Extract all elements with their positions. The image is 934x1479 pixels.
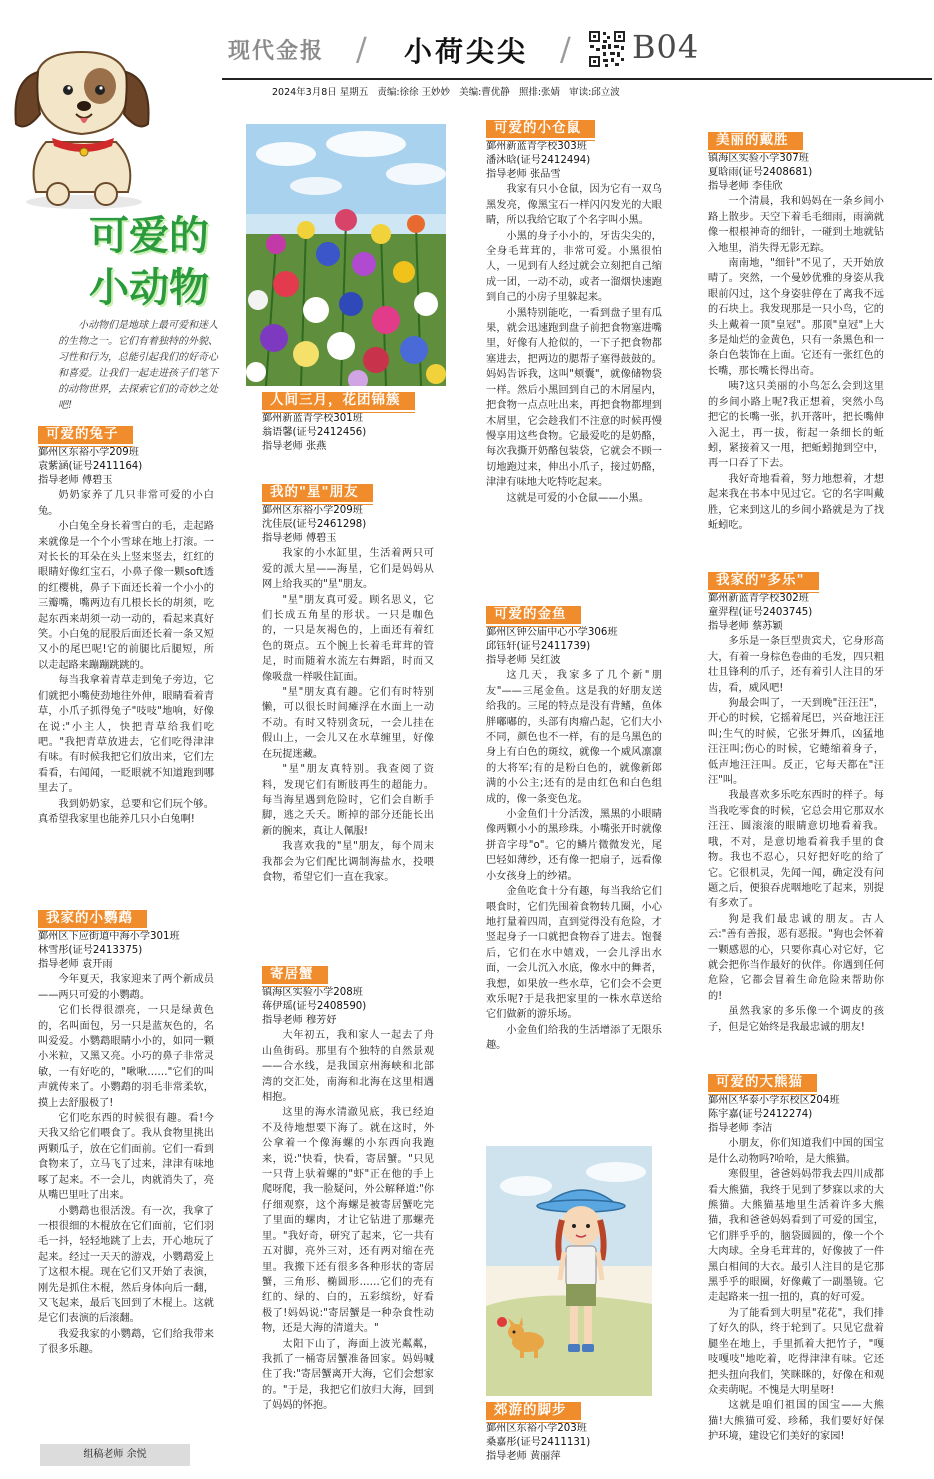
article-body [708,194,884,533]
paragraph: 小鹦鹉也很活泼。有一次，我拿了一根很细的木棍放在它们面前，它们羽毛一抖，轻轻地跳了上去，开心地玩了起来。经过一天天的游戏，小鹦鹉爱上了这根木棍。现在它们又开始了表演，刚先是抓住木棍，然后身体向后一翻，又飞起来，最后飞回到了木棍上。这就是它们表演的后滚翻。 [38,1205,214,1325]
paragraph: 寒假里，爸爸妈妈带我去四川成都看大熊猫，我终于见到了梦寐以求的大熊猫。大熊猫基地里生活着许多大熊猫，我和爸爸妈妈看到了可爱的国宝，它们胖乎乎的，脑袋圆圆的，像一个个大肉球。全身毛茸茸的，好像披了一件黑白相间的大衣。最引人注目的是它那黑乎乎的眼圈，好像戴了一副墨镜。它走起路来一扭一扭的，真的好可爱。 [708,1169,884,1304]
feature-title-line2: 小动物 [89,265,209,311]
article-title: 可爱的小仓鼠 [486,120,595,138]
article-spring-painting [262,392,434,454]
article-title: 可爱的大熊猫 [708,1074,817,1092]
dog-illustration [6,42,158,212]
article-rabbit [38,426,214,827]
article-starfish [262,484,434,885]
paragraph: "星"朋友真有趣。它们有时特别懒，可以很长时间瘫浮在水面上一动不动。有时又特别贪玩，一会儿挂在假山上，一会儿又在水草缠里，好像在玩捉迷藏。 [262,687,434,760]
article-author: 桑嘉彤(证号2411131) [486,1437,591,1449]
article-title: 可爱的金鱼 [486,606,581,624]
paragraph: 我家的小水缸里，生活着两只可爱的派大星——海星，它们是妈妈从网上给我买的"星"朋友。 [262,548,434,591]
article-school: 鄞州区华泰小学东校区204班 [708,1095,840,1107]
article-author: 陈宇嘉(证号2412274) [708,1109,813,1121]
article-author: 翁语馨(证号2412456) [262,427,367,439]
article-teacher: 指导老师 傅碧玉 [262,533,337,545]
meta-line [272,84,626,98]
article-outing [486,1402,662,1464]
masthead [228,24,698,74]
article-author: 童羿程(证号2403745) [708,607,813,619]
article-teacher: 指导老师 蔡苏颖 [708,621,783,633]
paragraph: 我到奶奶家，总要和它们玩个够。真希望我家里也能养几只小白兔啊! [38,798,214,825]
feature-title-line1: 可爱的 [89,213,209,259]
article-dog [708,572,884,1035]
paragraph: 它们吃东西的时候很有趣。看!今天我又给它们喂食了。我从食物里挑出两颗瓜子，放在它们面前。它们一看到食物来了，立马飞了过来，津津有味地啄了起来。不一会儿，肉就消失了，亮从嘴巴里吐了出来。 [38,1113,214,1202]
meta-typesetting: 照排:张婧 [518,87,561,98]
article-title: 我家的"多乐" [708,572,819,590]
article-author: 袁紫涵(证号2411164) [38,461,143,473]
article-school: 鄞州新蓝青学校302班 [708,593,809,605]
article-school: 鄞州区东裕小学209班 [38,447,139,459]
article-school: 鄞州区东裕小学203班 [486,1423,587,1435]
paragraph: 这几天，我家多了几个新"朋友"——三尾金鱼。这是我的好朋友送给我的。三尾的特点是没有背鳍，鱼体胖嘟嘟的，头部有肉瘤凸起，它们大小不同，颜色也不一样，有的是乌黑色的身上有白色的斑纹，就像一个威风凛凛的大将军;有的是粉白色的，就像新郎满的小公主;还有的是由红色和白色组成的，像一条变色龙。 [486,670,662,805]
paragraph: 小金鱼们十分活泼，黑黑的小眼睛像两颗小小的黑珍珠。小嘴张开时就像拼音字母"o"。它的鳞片微微发光，尾巴轻如薄纱，还有像一把扇子，远看像小女孩身上的纱裙。 [486,809,662,882]
article-goldfish [486,606,662,1054]
feature-title [64,210,234,314]
paragraph: 为了能看到大明星"花花"，我们排了好久的队，终于轮到了。只见它盘着腿坐在地上，手里抓着大把竹子，"嘎吱嘎吱"地吃着，吃得津津有味。它还把头扭向我们，笑眯眯的，好像在和观众卖萌呢。不愧是大明星呀! [708,1307,884,1396]
article-school: 鄞州区下应街道中海小学301班 [38,931,180,943]
article-hermit-crab [262,966,434,1414]
paragraph: 这里的海水清澈见底，我已经迫不及待地想要下海了。就在这时，外公拿着一个像海螺的小东西向我跑来，说:"快看，快看，寄居蟹。"只见一只背上驮着螺的"虾"正在他的手上爬呀爬，我一脸疑问，外公解释道:"你仔细观察，这个海螺是被寄居蟹吃完了里面的螺肉，才让它钻进了那螺壳里。"我好奇，研究了起来，它一共有五对脚，亮外三对，还有两对缩在壳里。我搬下还有很多各种形状的寄居蟹，三角形、椭圆形……它们的壳有红的、绿的、白的，五彩缤纷，好看极了!妈妈说:"寄居蟹是一种杂食性动物，还是大海的清道夫。" [262,1107,434,1335]
article-teacher: 指导老师 张燕 [262,441,327,453]
paragraph: 小朋友，你们知道我们中国的国宝是什么动物吗?哈哈，是大熊猫。 [708,1138,884,1165]
paragraph: 这就是可爱的小仓鼠——小黑。 [506,492,650,504]
article-body [262,546,434,885]
paragraph: 多乐是一条巨型贵宾犬，它身形高大，有着一身棕色卷曲的毛发，四只粗壮且锋利的爪子，还有着引人注目的牙齿，看，威风吧! [708,636,884,694]
article-title: 我家的小鹦鹉 [38,910,147,928]
paragraph: 每当我拿着青草走到兔子旁边，它们就把小嘴使劲地往外伸，眼睛看着青草，小爪子抓得兔子"吱吱"地响，好像在说:"小主人，快把青草给我们吃吧。"我把青草放进去，它们吃得津津有味。有时候我把它们放出来，它们左看看，右闻闻，一眨眼就不知道跑到哪里去了。 [38,675,214,795]
article-body [262,1028,434,1413]
article-body [486,182,662,506]
paragraph: "星"朋友真可爱。顾名思义，它们长成五角星的形状。一只是咖色的，一只是灰褐色的，上面还有着红色的斑点。五个腕上长着毛茸茸的管足，时而随着水流左右舞蹈，时而又像吸盘一样吸住缸面。 [262,594,434,683]
article-title: 美丽的戴胜 [708,132,803,150]
article-school: 鄞州新蓝青学校301班 [262,413,363,425]
article-teacher: 指导老师 李洁 [708,1123,773,1135]
divider-slash: / [560,30,571,68]
article-body [708,1136,884,1444]
article-hoopoe [708,132,884,533]
meta-editor: 责编:徐徐 王妙妙 [377,87,451,98]
paragraph: 小白兔全身长着雪白的毛，走起路来就像是一个个小雪球在地上打滚。一对长长的耳朵在头上竖来竖去，红红的眼睛好像红宝石，小鼻子像一颗soft透的红樱桃，鼻子下面还长着一个小小的三瓣嘴，嘴两边有几根长长的胡须，吃起东西来胡须一动一动的，看起来真好笑。小白兔的屁股后面还长着一条又短又小的尾巴呢!它的前腿比后腿短，所以走起路来蹦蹦跳跳的。 [38,521,214,671]
article-title: 我的"星"朋友 [262,484,373,502]
paragraph: 小金鱼们给我的生活增添了无限乐趣。 [486,1024,662,1052]
paragraph: 我最喜欢多乐吃东西时的样子。每当我吃零食的时候，它总会用它那双水汪汪、圆滚滚的眼睛意切地看着我。哦，不对，是意切地看着我手里的食物。我也不忍心，只好把好吃的给了它。它很机灵，先闻一闻，确定没有问题之后，便狼吞虎咽地吃了起来，别提有多欢了。 [708,790,884,910]
article-author: 蒋伊瑶(证号2408590) [262,1001,367,1013]
article-teacher: 指导老师 吴红波 [486,655,561,667]
article-teacher: 指导老师 黄丽萍 [486,1451,561,1463]
article-author: 邱钰轩(证号2411739) [486,641,591,653]
article-school: 鄞州区东裕小学209班 [262,505,363,517]
article-parrot [38,910,214,1358]
paragraph: 虽然我家的多乐像一个调皮的孩子，但是它始终是我最忠诚的朋友! [708,1006,884,1033]
article-author: 林雪彤(证号2413375) [38,945,143,957]
paragraph: 一个清晨，我和妈妈在一条乡间小路上散步。天空下着毛毛细雨，雨滴就像一根根神奇的细针，一碰到土地就钻入地里，消失得无影无踪。 [708,196,884,254]
section-name: 小荷尖尖 [404,35,529,68]
outing-painting [486,1146,652,1396]
article-author: 沈佳辰(证号2461298) [262,519,367,531]
paragraph: 金鱼吃食十分有趣，每当我给它们喂食时，它们先围着食物转几圈，小心地打量着四周，直到觉得没有危险，才竖起身子一口就把食物吞了进去。饱餐后，它们在水中嬉戏，一会儿浮出水面，一会儿沉入水底，像水中的舞者，我想，如果放一些水草，它们会不会更欢乐呢?于是我把家里的一株水草送给它们做新的游乐场。 [486,886,662,1021]
paragraph: 它们长得很漂亮，一只是绿黄色的，名叫面包，另一只是蓝灰色的，名叫爱爱。小鹦鹉眼睛小小的，如同一颗小米粒，又黑又亮。小巧的鼻子非常灵敏，一有好吃的，"啾啾……"它们的叫声就传来了。小鹦鹉的羽毛非常柔软，摸上去舒服极了! [38,1005,214,1109]
paragraph: 大年初五，我和家人一起去了舟山鱼街码。那里有个独特的自然景观——合水线，是我国京州海峡和北部湾的交汇处，南海和北海在这里相遇相抱。 [262,1030,434,1104]
paragraph: 奶奶家养了几只非常可爱的小白兔。 [38,490,214,517]
article-body [486,668,662,1053]
article-author: 夏晗雨(证号2408681) [708,167,813,179]
article-teacher: 指导老师 穆芳妤 [262,1015,337,1027]
article-school: 鄞州区钟公庙中心小学306班 [486,627,618,639]
paragraph: "星"朋友真特别。我查阅了资料，发现它们有断肢再生的超能力。每当海星遇到危险时，它们会自断手脚，逃之夭夭。断掉的部分还能长出新的腕来，真让人佩服! [262,764,434,837]
paragraph: 今年夏天，我家迎来了两个新成员——两只可爱的小鹦鹉。 [38,974,214,1001]
qr-code-icon [588,30,626,68]
article-body [708,634,884,1035]
paragraph: 我爱我家的小鹦鹉，它们给我带来了很多乐趣。 [38,1328,214,1356]
article-body [38,488,214,827]
article-panda [708,1074,884,1445]
paragraph: 我家有只小仓鼠，因为它有一双乌黑发亮，像黑宝石一样闪闪发光的大眼睛，所以我给它取了个名字叫小黑。 [486,184,662,227]
meta-proofreader: 审读:邱立波 [569,87,620,98]
paragraph: 这就是咱们祖国的国宝——大熊猫!大熊猫可爱、珍稀，我们要好好保护环境，建设它们美好的家园! [708,1400,884,1443]
meta-art-editor: 美编:曹优静 [459,87,510,98]
paragraph: 狗是我们最忠诚的朋友。古人云:"善有善报，恶有恶报。"狗也会怀着一颗感恩的心，只要你真心对它好，它就会把你当作最好的伙伴。你遇到任何危险，它都会冒着生命危险来帮助你的! [708,913,884,1002]
article-teacher: 指导老师 袁开雨 [38,959,113,971]
article-teacher: 指导老师 张品雪 [486,169,561,181]
paragraph: 我好奇地看着，努力地想着，才想起来我在书本中见过它。它的名字叫戴胜，它来到这儿的乡间小路就是为了找蚯蚓吃。 [708,473,884,531]
article-school: 鄞州新蓝青学校303班 [486,141,587,153]
paragraph: 小黑特别能吃，一看到盘子里有瓜果，就会迅速跑到盘子前把食物塞进嘴里，好像有人抢似的，一下子把食物都塞进去，把两边的腮帮子塞得鼓鼓的。妈妈告诉我，这叫"颊囊"，就像储物袋一样。然后小黑回到自己的木屑屋内，把食物一点点吐出来，再把食物都埋到木屑里，它会趁我们不注意的时候再慢慢享用这些食物。它最爱吃的是奶酪，每次我撕开奶酪包装袋，它就会不顾一切地跑过来，伸出小爪子，接过奶酪，津津有味地大吃特吃起来。 [486,307,662,489]
article-hamster [486,120,662,506]
divider-slash: / [356,30,367,68]
article-title: 寄居蟹 [262,966,328,984]
paragraph: 南南地，"细针"不见了，天开始放晴了。突然，一个曼妙优雅的身姿从我眼前闪过，这个身姿驻停在了离我不远的石块上。我发现那是一只小鸟，它的头上戴着一顶"皇冠"。那顶"皇冠"上大多是灿烂的金黄色，只有一条黑色和一条白色装饰在上面。它还有一张红色的长嘴，那长嘴长得出奇。 [708,258,884,377]
page-code: B04 [632,28,700,66]
header-rule [222,78,932,80]
paper-name: 现代金报 [228,38,325,64]
paragraph: 小黑的身子小小的，牙齿尖尖的，全身毛茸茸的，非常可爱。小黑很怕人，一见到有人经过就会立刻把自己缩成一团，一动不动，或者一溜烟快速跑到自己的小房子里躲起来。 [486,230,662,304]
flower-painting [246,124,446,386]
article-school: 镇海区实验小学307班 [708,153,809,165]
article-author: 潘沐晗(证号2412494) [486,155,591,167]
article-teacher: 指导老师 李佳欣 [708,181,783,193]
paragraph: 咦?这只美丽的小鸟怎么会到这里的乡间小路上呢?我正想着，突然小鸟把它的长嘴一张，扒开落叶，把长嘴伸入泥土，再一拔，衔起一条细长的蚯蚓，紧接着又一甩，把蚯蚓抛到空中，再一口吞了下去。 [708,381,884,470]
article-title: 可爱的兔子 [38,426,133,444]
paragraph: 我喜欢我的"星"朋友，每个周末我都会为它们配比调制海盐水，投喂食物，希望它们一直在我家。 [262,841,434,883]
editor-credit: 组稿老师 余悦 [40,1444,190,1466]
feature-intro: 小动物们是地球上最可爱和迷人的生物之一。它们有着独特的外貌、习性和行为，总能引起我们的好奇心和喜爱。让我们一起走进孩子们笔下的动物世界，去探索它们的奇妙之处吧! [58,320,218,411]
article-school: 镇海区实验小学208班 [262,987,363,999]
meta-date: 2024年3月8日 星期五 [272,87,369,98]
article-teacher: 指导老师 傅碧玉 [38,475,113,487]
article-title: 郊游的脚步 [486,1402,581,1420]
paragraph: 狗最会叫了，一天到晚"汪汪汪"，开心的时候，它摇着尾巴，兴奋地汪汪叫;生气的时候，它张牙舞爪，凶猛地汪汪叫;伤心的时候，它蜷缩着身子，低声地汪汪叫。反正，它每天都在"汪汪"叫。 [708,698,884,787]
article-title: 人间三月，花团锦簇 [262,392,415,410]
paragraph: 太阳下山了，海面上波光粼粼，我抓了一桶寄居蟹准备回家。妈妈喊住了我:"寄居蟹离开大海，它们会想家的。"于是，我把它们放归大海，回到了妈妈的怀抱。 [262,1338,434,1412]
article-body [38,972,214,1357]
